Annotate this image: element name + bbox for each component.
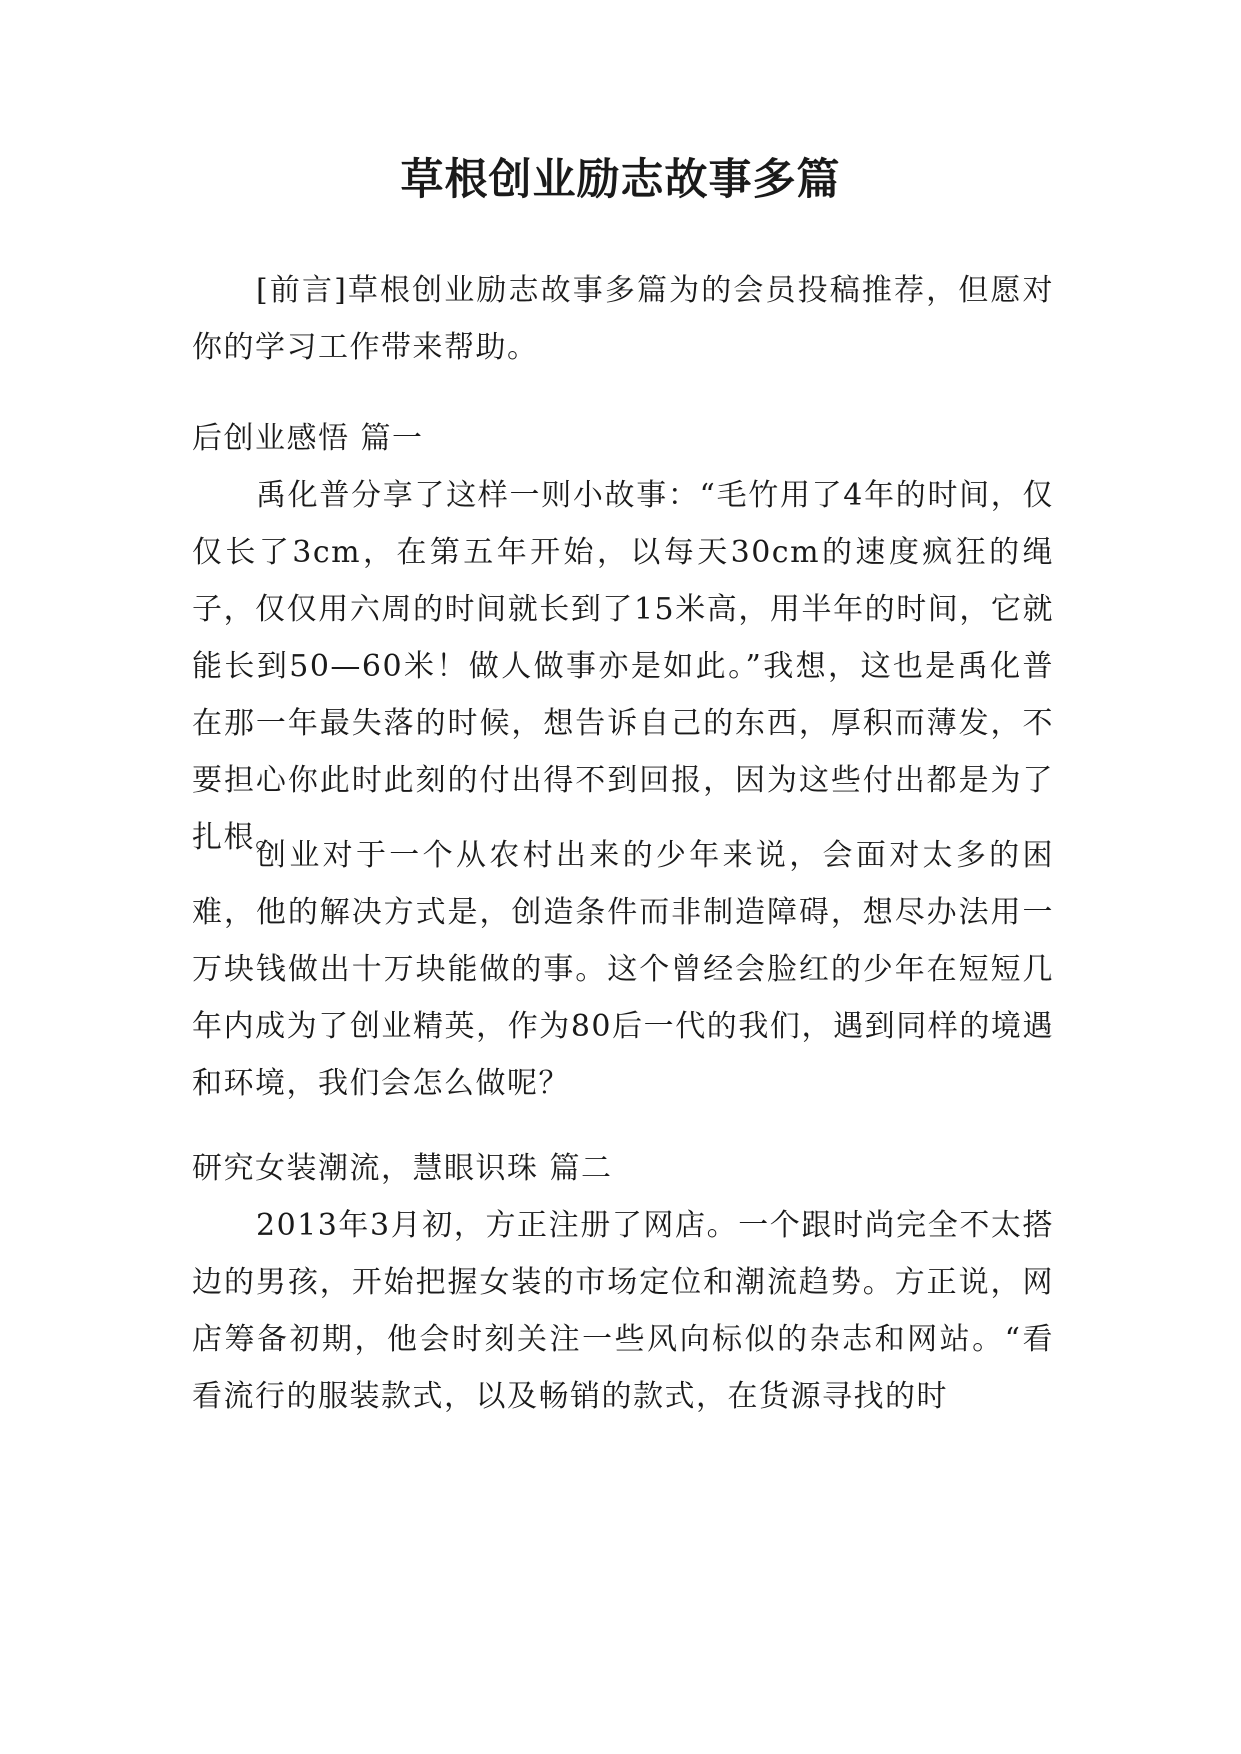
section-1-paragraph-1: 禹化普分享了这样一则小故事：“毛竹用了4年的时间，仅仅长了3cm，在第五年开始，以每天30cm的速度疯狂的绳子，仅仅用六周的时间就长到了15米高，用半年的时间，它就能长到50—60米！做人做事亦是如此。”我想，这也是禹化普在那一年最失落的时候，想告诉自己的东西，厚积而薄发，不要担心你此时此刻的付出得不到回报，因为这些付出都是为了扎根。 — [192, 478, 1054, 855]
document-title: 草根创业励志故事多篇 — [400, 155, 841, 205]
section-2-paragraph-1: 2013年3月初，方正注册了网店。一个跟时尚完全不太搭边的男孩，开始把握女装的市场定位和潮流趋势。方正说，网店筹备初期，他会时刻关注一些风向标似的杂志和网站。“看看流行的服装款式，以及畅销的款式，在货源寻找的时 — [192, 1208, 1054, 1414]
section-1-paragraph-2: 创业对于一个从农村出来的少年来说，会面对太多的困难，他的解决方式是，创造条件而非制造障碍，想尽办法用一万块钱做出十万块能做的事。这个曾经会脸红的少年在短短几年内成为了创业精英，作为80后一代的我们，遇到同样的境遇和环境，我们会怎么做呢？ — [192, 838, 1054, 1101]
preface-paragraph: [前言]草根创业励志故事多篇为的会员投稿推荐，但愿对你的学习工作带来帮助。 — [192, 273, 1054, 365]
section-heading-2: 研究女装潮流，慧眼识珠 篇二 — [192, 1151, 613, 1186]
section-heading-1: 后创业感悟 篇一 — [192, 421, 424, 456]
